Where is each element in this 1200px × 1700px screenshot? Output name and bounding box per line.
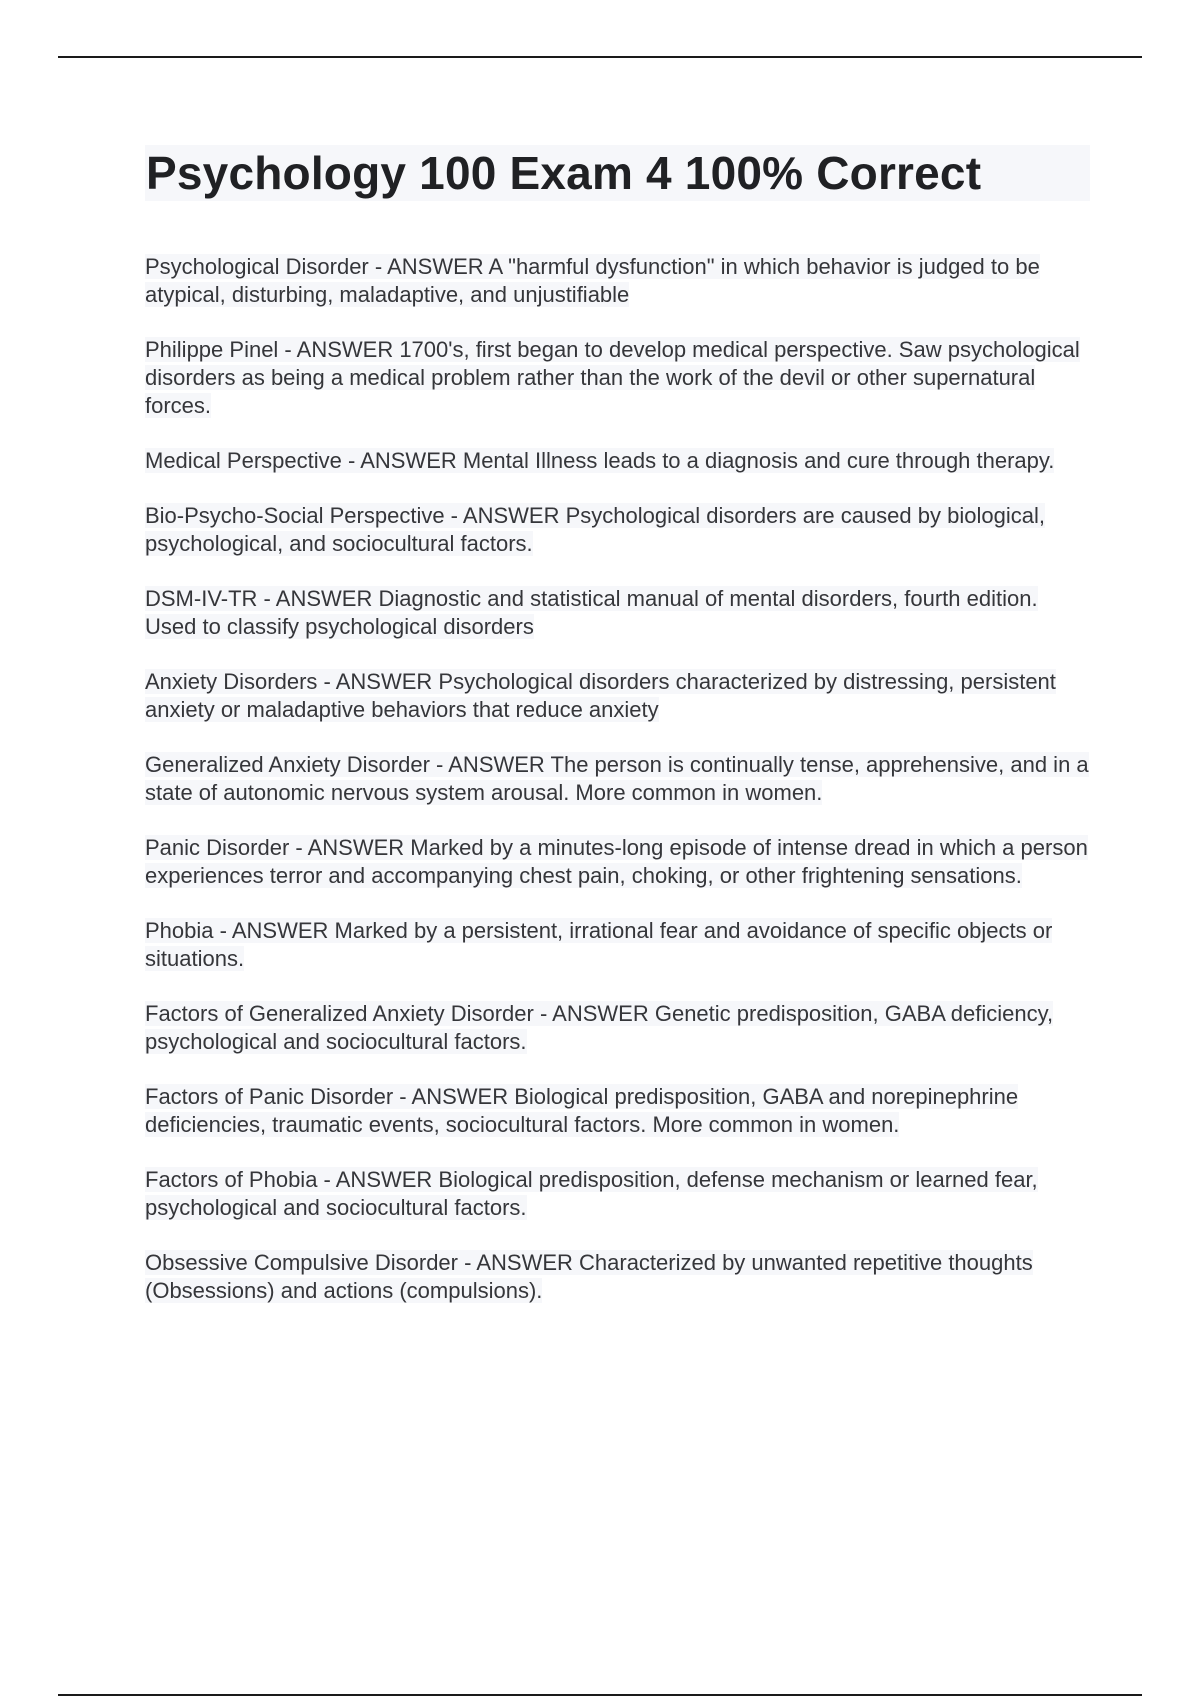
qa-entry-text: Panic Disorder - ANSWER Marked by a minutes-long episode of intense dread in which a person experiences terror and accompanying chest pain, choking, or other frightening sensations. [145, 835, 1088, 888]
qa-entry-9 [145, 917, 1090, 973]
qa-entry-text: Medical Perspective - ANSWER Mental Illness leads to a diagnosis and cure through therapy. [145, 448, 1055, 473]
qa-entry-4 [145, 502, 1090, 558]
qa-entry-text: Phobia - ANSWER Marked by a persistent, irrational fear and avoidance of specific objects or situations. [145, 918, 1053, 971]
page-title: Psychology 100 Exam 4 100% Correct [146, 147, 982, 199]
qa-entry-1 [145, 253, 1090, 309]
qa-entry-text: Generalized Anxiety Disorder - ANSWER The person is continually tense, apprehensive, and in a state of autonomic nervous system arousal. More common in women. [145, 752, 1089, 805]
qa-entry-text: Philippe Pinel - ANSWER 1700's, first began to develop medical perspective. Saw psychological disorders as being a medical problem rather than the work of the devil or other supernatural forces. [145, 337, 1080, 418]
qa-entry-text: Factors of Panic Disorder - ANSWER Biological predisposition, GABA and norepinephrine deficiencies, traumatic events, sociocultural factors. More common in women. [145, 1084, 1019, 1137]
qa-entry-text: Obsessive Compulsive Disorder - ANSWER Characterized by unwanted repetitive thoughts (Obsessions) and actions (compulsions). [145, 1250, 1033, 1303]
qa-list [145, 253, 1090, 1305]
qa-entry-7 [145, 751, 1090, 807]
qa-entry-6 [145, 668, 1090, 724]
title-block [145, 145, 1090, 201]
qa-entry-2 [145, 336, 1090, 420]
qa-entry-13 [145, 1249, 1090, 1305]
qa-entry-text: Bio-Psycho-Social Perspective - ANSWER Psychological disorders are caused by biological, psychological, and sociocultural factors. [145, 503, 1045, 556]
qa-entry-3 [145, 447, 1090, 475]
qa-entry-8 [145, 834, 1090, 890]
bottom-rule [58, 1694, 1142, 1696]
qa-entry-5 [145, 585, 1090, 641]
qa-entry-text: Psychological Disorder - ANSWER A "harmful dysfunction" in which behavior is judged to be atypical, disturbing, maladaptive, and unjustifiable [145, 254, 1040, 307]
qa-entry-text: DSM-IV-TR - ANSWER Diagnostic and statistical manual of mental disorders, fourth edition. Used to classify psychological disorders [145, 586, 1038, 639]
top-rule [58, 56, 1142, 58]
qa-entry-11 [145, 1083, 1090, 1139]
qa-entry-10 [145, 1000, 1090, 1056]
qa-entry-text: Factors of Phobia - ANSWER Biological predisposition, defense mechanism or learned fear, psychological and sociocultural factors. [145, 1167, 1038, 1220]
document-body [145, 145, 1090, 1332]
qa-entry-text: Anxiety Disorders - ANSWER Psychological disorders characterized by distressing, persistent anxiety or maladaptive behaviors that reduce anxiety [145, 669, 1056, 722]
qa-entry-12 [145, 1166, 1090, 1222]
qa-entry-text: Factors of Generalized Anxiety Disorder - ANSWER Genetic predisposition, GABA deficiency, psychological and sociocultural factors. [145, 1001, 1054, 1054]
